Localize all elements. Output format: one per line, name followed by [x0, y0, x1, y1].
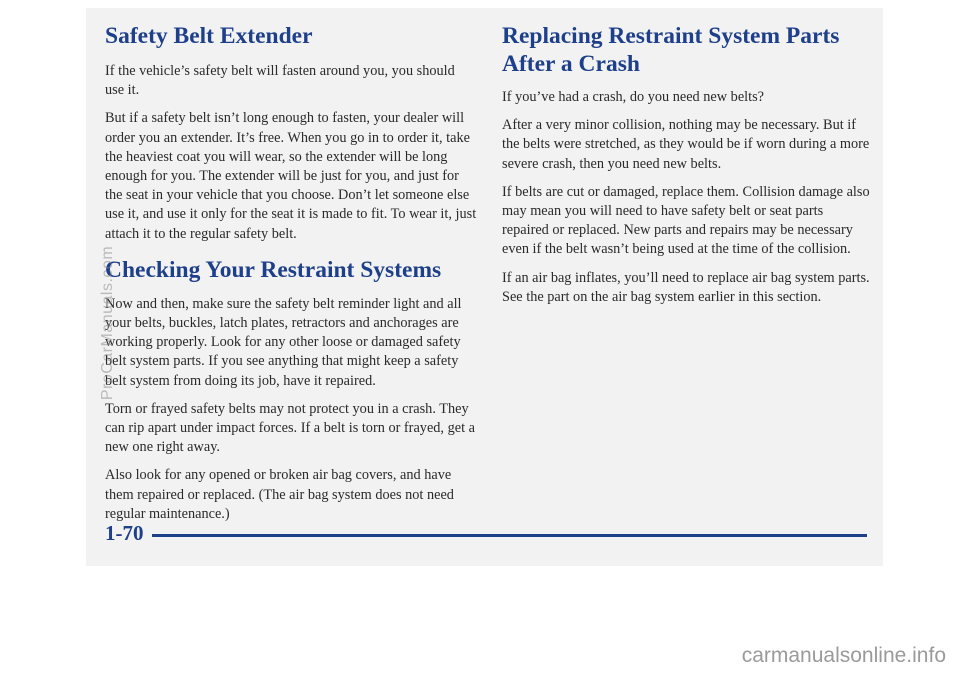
page-number: 1-70: [105, 521, 144, 545]
paragraph: If an air bag inflates, you’ll need to replace air bag system parts. See the part on the air bag system earlier in this section.: [502, 269, 870, 305]
paragraph: Torn or frayed safety belts may not protect you in a crash. They can rip apart under impact forces. If a belt is torn or frayed, get a new one right away.: [105, 400, 475, 456]
paragraph: After a very minor collision, nothing may be necessary. But if the belts were stretched, as they would be if worn during a more severe crash, then you need new belts.: [502, 117, 870, 172]
paragraph: If belts are cut or damaged, replace them. Collision damage also may mean you will need to have safety belt or seat parts repaired or replaced. New parts and repairs may be necessary even if the belt wasn’t being used at the time of the collision.: [502, 183, 870, 258]
replacing-restraint-parts-heading: Replacing Restraint System Parts After a Crash: [502, 23, 840, 77]
safety-belt-extender-heading: Safety Belt Extender: [105, 23, 313, 49]
right-column: [502, 22, 872, 316]
paragraph: Also look for any opened or broken air bag covers, and have them repaired or replaced. (The air bag system does not need regular maintenance.): [105, 467, 454, 522]
left-column: [105, 22, 477, 533]
paragraph: Now and then, make sure the safety belt reminder light and all your belts, buckles, latch plates, retractors and anchorages are working properly. Look for any other loose or damaged safety belt system parts. If you see anything that might keep a safety belt system from doing its job, have it repaired.: [105, 295, 462, 389]
paragraph: But if a safety belt isn’t long enough to fasten, your dealer will order you an extender. It’s free. When you go in to order it, take the heaviest coat you will wear, so the extender will be long enough for you. The extender will be just for you, and just for the seat in your vehicle that you choose. Don’t let someone else use it, and use it only for the seat it is made to fit. To wear it, just attach it to the regular safety belt.: [105, 110, 477, 242]
bottom-watermark: carmanualsonline.info: [741, 644, 946, 667]
paragraph: If you’ve had a crash, do you need new belts?: [502, 89, 765, 105]
checking-restraint-systems-heading: Checking Your Restraint Systems: [105, 256, 442, 283]
paragraph: If the vehicle’s safety belt will fasten around you, you should use it.: [105, 63, 455, 99]
side-watermark: ProCarManuals.com: [99, 245, 116, 401]
footer-divider: [152, 534, 867, 537]
